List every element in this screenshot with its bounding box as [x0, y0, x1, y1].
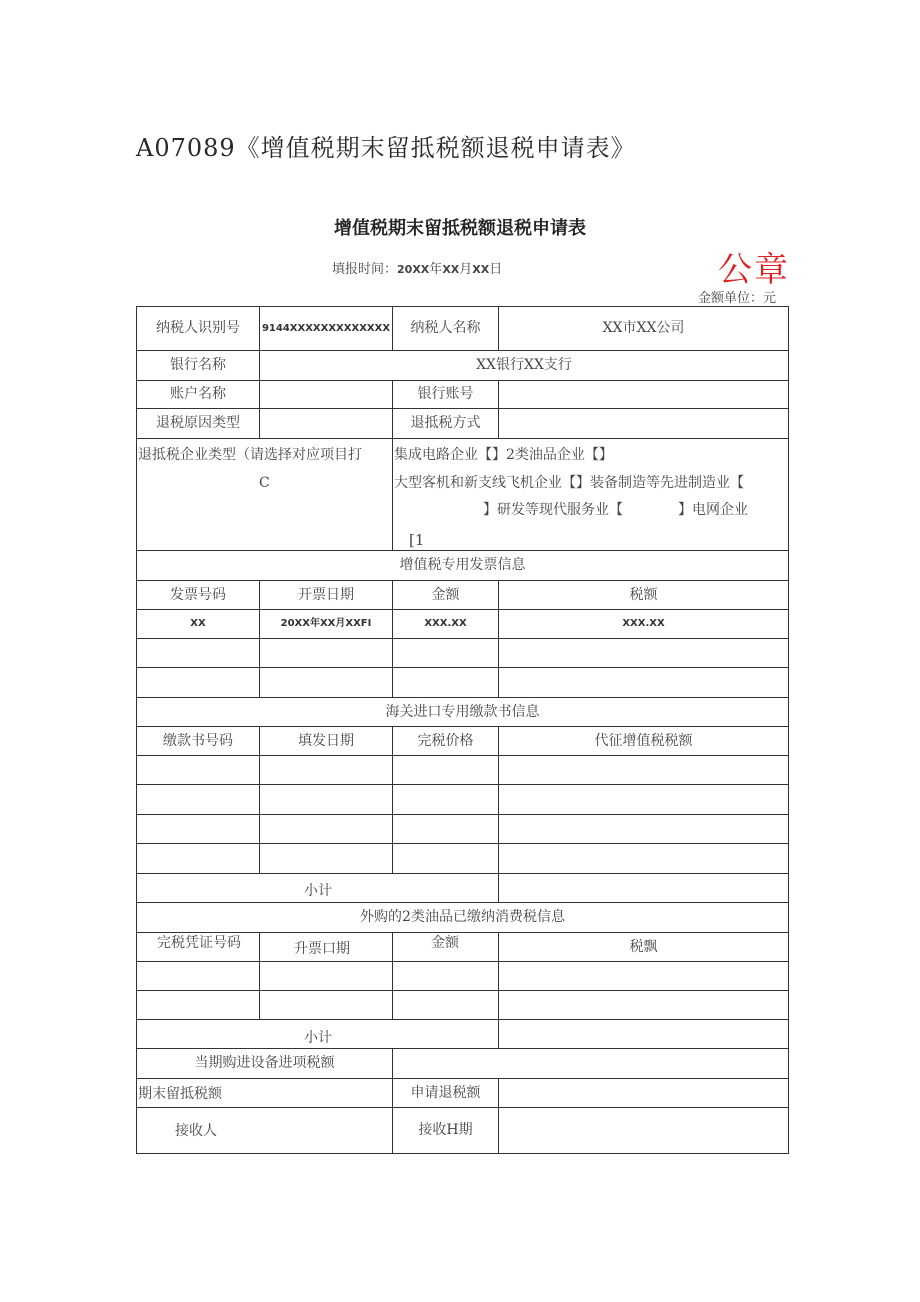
- refund-reason-field[interactable]: [259, 408, 393, 439]
- oil-header-voucher: [136, 932, 260, 962]
- fill-date-y: 年: [429, 262, 443, 277]
- oil-empty-cell[interactable]: [392, 961, 499, 991]
- enterprise-type-label-2: C: [259, 475, 270, 491]
- fill-date-month: XX: [442, 263, 460, 276]
- customs-empty-cell[interactable]: [136, 784, 260, 815]
- enterprise-type-options[interactable]: [392, 438, 789, 551]
- fill-date-day: XX: [472, 263, 490, 276]
- receive-date-label: 接收H期: [392, 1107, 499, 1154]
- customs-empty-cell[interactable]: [392, 843, 499, 874]
- oil-header-voucher-text: 完税凭证号码: [157, 935, 241, 951]
- customs-empty-cell[interactable]: [259, 814, 393, 844]
- vat-row-date[interactable]: 20XX年XX月XXFI: [259, 609, 393, 639]
- form-title: 增值税期末留抵税额退税申请表: [334, 218, 586, 239]
- equipment-tax-field[interactable]: [392, 1048, 789, 1079]
- oil-empty-cell[interactable]: [392, 990, 499, 1020]
- oil-subtotal-value[interactable]: [498, 1019, 789, 1049]
- oil-subtotal-label: [136, 1019, 499, 1049]
- oil-header-date-text: 升票口期: [294, 941, 350, 957]
- enterprise-option-line-1[interactable]: 集成电路企业【】2类油品企业【】: [394, 447, 613, 463]
- oil-empty-cell[interactable]: [498, 990, 789, 1020]
- enterprise-type-label: [136, 438, 393, 551]
- bank-name-value[interactable]: XX银行XX支行: [259, 350, 789, 381]
- customs-empty-cell[interactable]: [498, 843, 789, 874]
- customs-subtotal-value[interactable]: [498, 873, 789, 903]
- vat-header-amount: 金额: [392, 580, 499, 610]
- end-period-tax-label: [136, 1078, 393, 1108]
- vat-header-tax: 税额: [498, 580, 789, 610]
- account-name-field[interactable]: [259, 380, 393, 409]
- enterprise-type-label-1: 退抵税企业类型（请选择对应项目打: [138, 447, 362, 463]
- vat-empty-cell[interactable]: [136, 667, 260, 698]
- fill-date: [332, 258, 502, 277]
- oil-empty-cell[interactable]: [136, 990, 260, 1020]
- customs-empty-cell[interactable]: [498, 755, 789, 785]
- oil-title: 外购的2类油品已缴纳消费税信息: [136, 902, 789, 933]
- refund-method-label: 退抵税方式: [392, 408, 499, 439]
- vat-row-tax[interactable]: XXX.XX: [498, 609, 789, 639]
- customs-empty-cell[interactable]: [498, 784, 789, 815]
- customs-empty-cell[interactable]: [136, 755, 260, 785]
- vat-empty-cell[interactable]: [498, 638, 789, 668]
- vat-empty-cell[interactable]: [136, 638, 260, 668]
- fill-date-m: 月: [459, 262, 473, 277]
- enterprise-option-line-2[interactable]: 大型客机和新支线飞机企业【】装备制造等先进制造业【: [394, 475, 744, 491]
- oil-empty-cell[interactable]: [136, 961, 260, 991]
- customs-empty-cell[interactable]: [392, 814, 499, 844]
- vat-empty-cell[interactable]: [259, 638, 393, 668]
- customs-header-no: 缴款书号码: [136, 726, 260, 756]
- vat-header-date: 开票日期: [259, 580, 393, 610]
- customs-empty-cell[interactable]: [259, 755, 393, 785]
- vat-invoice-title: 增值税专用发票信息: [136, 550, 789, 581]
- vat-header-invoice-no: 发票号码: [136, 580, 260, 610]
- customs-header-vat: 代征增值税税额: [498, 726, 789, 756]
- customs-empty-cell[interactable]: [392, 784, 499, 815]
- end-period-tax-text: 期末留抵税额: [138, 1086, 222, 1102]
- oil-empty-cell[interactable]: [259, 990, 393, 1020]
- oil-header-amount: [392, 932, 499, 962]
- customs-empty-cell[interactable]: [392, 755, 499, 785]
- oil-header-tax: 税飘: [498, 932, 789, 962]
- refund-method-field[interactable]: [498, 408, 789, 439]
- vat-row-invoice-no[interactable]: XX: [136, 609, 260, 639]
- bank-account-label: 银行账号: [392, 380, 499, 409]
- refund-reason-label: 退税原因类型: [136, 408, 260, 439]
- fill-date-year: 20XX: [397, 263, 430, 276]
- oil-header-date: [259, 932, 393, 962]
- vat-row-amount[interactable]: XXX.XX: [392, 609, 499, 639]
- receiver-label: [136, 1107, 393, 1154]
- fill-date-d: 日: [489, 262, 503, 277]
- customs-empty-cell[interactable]: [136, 843, 260, 874]
- oil-empty-cell[interactable]: [259, 961, 393, 991]
- customs-subtotal-text: 小计: [304, 883, 332, 899]
- official-seal: 公章: [718, 250, 790, 290]
- customs-header-date: 填发日期: [259, 726, 393, 756]
- taxpayer-name-label: 纳税人名称: [392, 306, 499, 351]
- equipment-tax-label: 当期购进设备进项税额: [136, 1048, 393, 1079]
- enterprise-option-line-4[interactable]: [1: [409, 531, 425, 549]
- customs-empty-cell[interactable]: [259, 784, 393, 815]
- enterprise-option-line-3a[interactable]: 】研发等现代服务业【: [483, 502, 623, 518]
- vat-empty-cell[interactable]: [392, 667, 499, 698]
- customs-empty-cell[interactable]: [259, 843, 393, 874]
- amount-unit: 金额单位：元: [698, 291, 777, 306]
- receive-date-field[interactable]: [498, 1107, 789, 1154]
- account-name-label: 账户名称: [136, 380, 260, 409]
- customs-title: 海关进口专用缴款书信息: [136, 697, 789, 727]
- bank-name-label: 银行名称: [136, 350, 260, 381]
- page-title: A07089《增值税期末留抵税额退税申请表》: [136, 134, 636, 162]
- customs-subtotal-label: [136, 873, 499, 903]
- oil-subtotal-text: 小计: [304, 1030, 332, 1046]
- customs-empty-cell[interactable]: [498, 814, 789, 844]
- oil-header-amount-text: 金额: [431, 935, 459, 951]
- customs-empty-cell[interactable]: [136, 814, 260, 844]
- taxpayer-name-value[interactable]: XX市XX公司: [498, 306, 789, 351]
- bank-account-field[interactable]: [498, 380, 789, 409]
- apply-refund-field[interactable]: [498, 1078, 789, 1108]
- oil-empty-cell[interactable]: [498, 961, 789, 991]
- enterprise-option-line-3b[interactable]: 】电网企业: [678, 502, 748, 518]
- apply-refund-label: 申请退税额: [392, 1078, 499, 1108]
- vat-empty-cell[interactable]: [259, 667, 393, 698]
- customs-header-price: 完税价格: [392, 726, 499, 756]
- vat-empty-cell[interactable]: [392, 638, 499, 668]
- vat-empty-cell[interactable]: [498, 667, 789, 698]
- taxpayer-id-label: 纳税人识别号: [136, 306, 260, 351]
- taxpayer-id-value[interactable]: 9144XXXXXXXXXXXXX: [259, 306, 393, 351]
- fill-date-label: 填报时间：: [332, 262, 398, 277]
- receiver-text: 接收人: [175, 1123, 217, 1139]
